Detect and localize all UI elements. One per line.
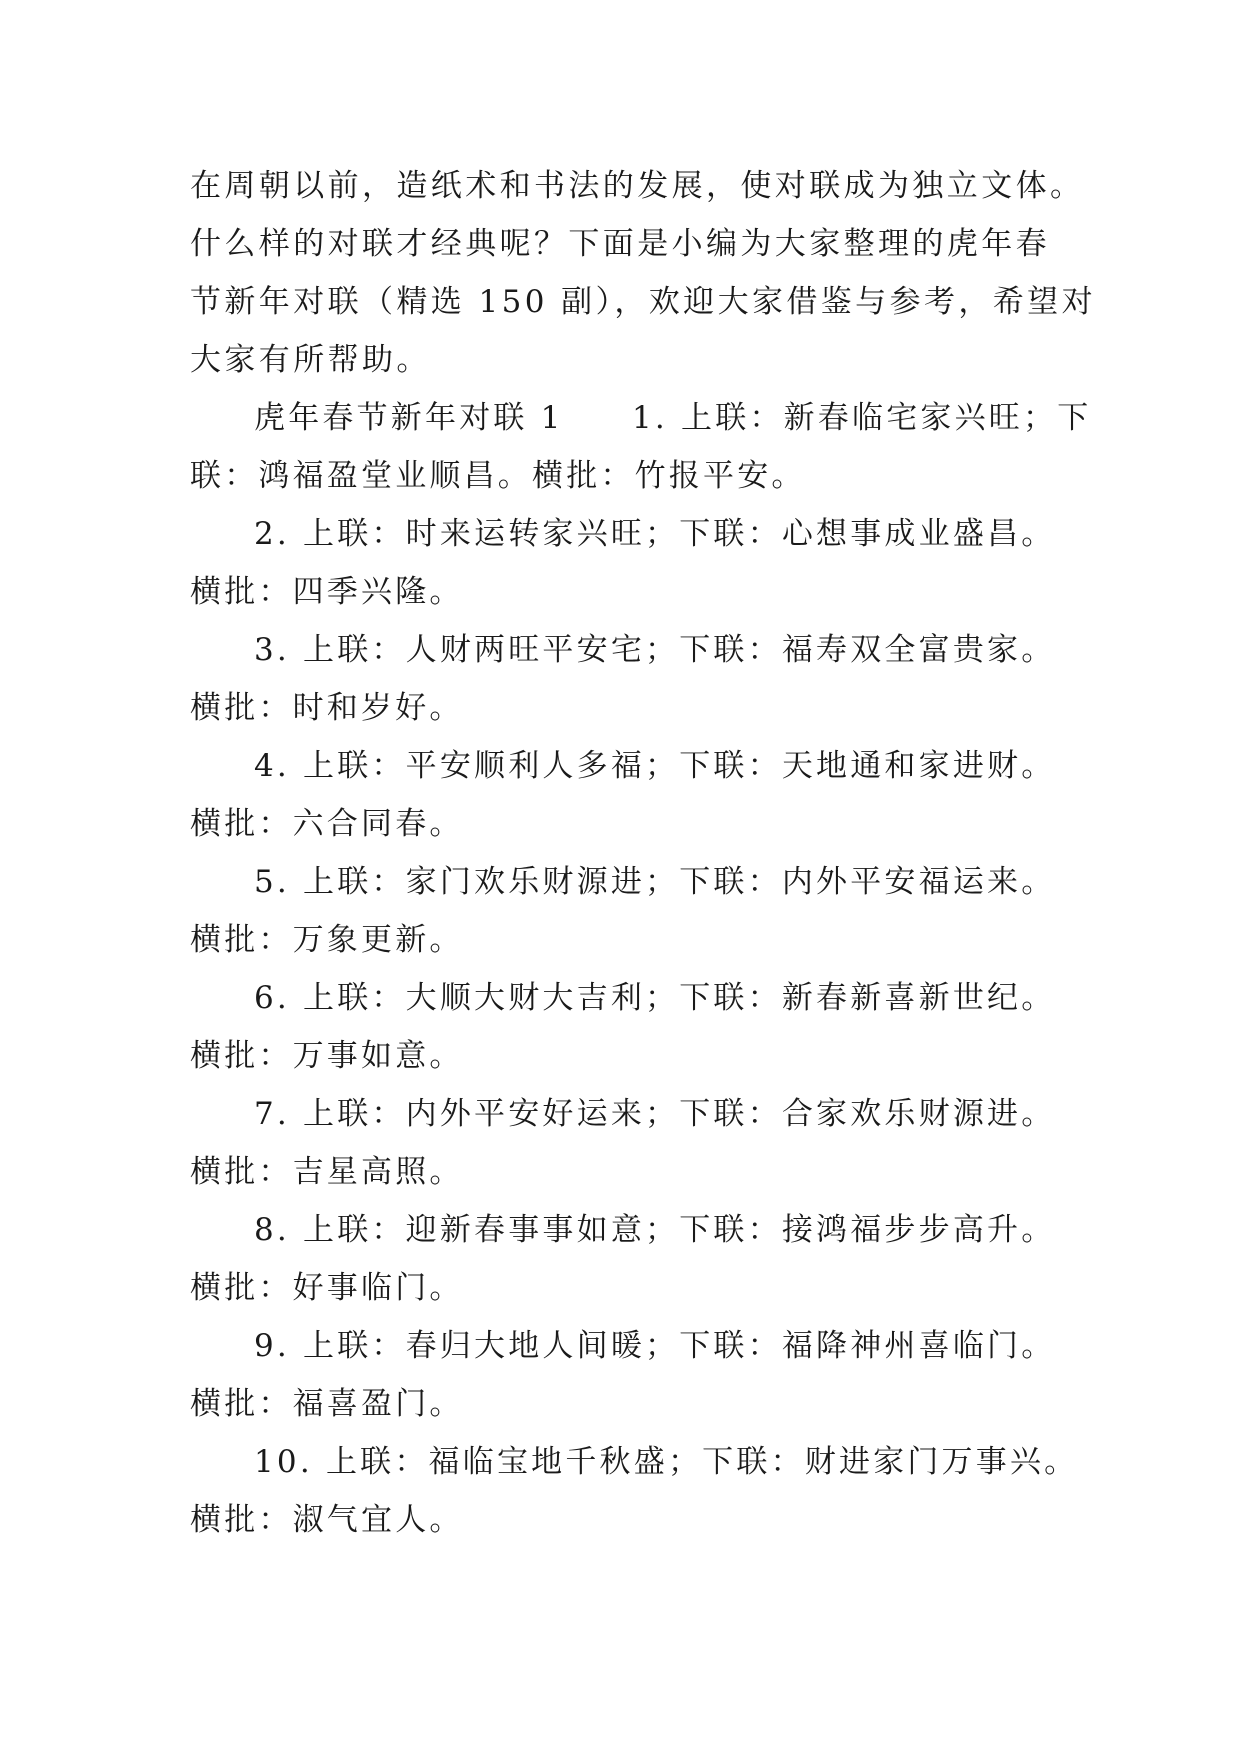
couplet-banner-line: 横批：福喜盈门。 [190,1386,464,1422]
intro-line: 大家有所帮助。 [190,342,431,378]
couplet-line: 3. 上联：人财两旺平安宅；下联：福寿双全富贵家。 [254,632,1056,668]
couplet-item [190,1433,1079,1549]
couplet-item [190,1317,1070,1433]
couplet-item [190,621,1070,737]
couplet-item [190,853,1070,969]
couplet-banner-line: 横批：吉星高照。 [190,1154,464,1190]
intro-line: 在周朝以前，造纸术和书法的发展，使对联成为独立文体。 [190,168,1085,204]
section-paragraph [190,389,1092,505]
couplet-banner-line: 横批：时和岁好。 [190,690,464,726]
couplet-line: 9. 上联：春归大地人间暖；下联：福降神州喜临门。 [254,1328,1056,1364]
couplet-line: 4. 上联：平安顺利人多福；下联：天地通和家进财。 [254,748,1056,784]
intro-paragraph [190,157,1096,389]
section-continuation-line: 联：鸿福盈堂业顺昌。横批：竹报平安。 [190,458,806,494]
couplet-item [190,1085,1070,1201]
couplet-line: 6. 上联：大顺大财大吉利；下联：新春新喜新世纪。 [254,980,1056,1016]
couplet-banner-line: 横批：淑气宜人。 [190,1502,464,1538]
couplet-item [190,1201,1070,1317]
couplet-banner-line: 横批：六合同春。 [190,806,464,842]
couplet-banner-line: 横批：四季兴隆。 [190,574,464,610]
couplet-line: 2. 上联：时来运转家兴旺；下联：心想事成业盛昌。 [254,516,1056,552]
couplet-banner-line: 横批：万事如意。 [190,1038,464,1074]
couplet-line: 7. 上联：内外平安好运来；下联：合家欢乐财源进。 [254,1096,1056,1132]
couplet-item [190,505,1070,621]
intro-line: 什么样的对联才经典呢？下面是小编为大家整理的虎年春 [190,226,1050,262]
document-page [190,157,1096,1549]
couplet-line: 5. 上联：家门欢乐财源进；下联：内外平安福运来。 [254,864,1056,900]
intro-line: 节新年对联（精选 150 副），欢迎大家借鉴与参考，希望对 [190,284,1096,320]
couplet-line: 8. 上联：迎新春事事如意；下联：接鸿福步步高升。 [254,1212,1056,1248]
couplet-banner-line: 横批：万象更新。 [190,922,464,958]
couplet-item [190,737,1070,853]
couplet-banner-line: 横批：好事临门。 [190,1270,464,1306]
couplet-line: 10. 上联：福临宝地千秋盛；下联：财进家门万事兴。 [254,1444,1079,1480]
section-heading-line: 虎年春节新年对联 1 1. 上联：新春临宅家兴旺；下 [254,400,1092,436]
couplet-item [190,969,1070,1085]
